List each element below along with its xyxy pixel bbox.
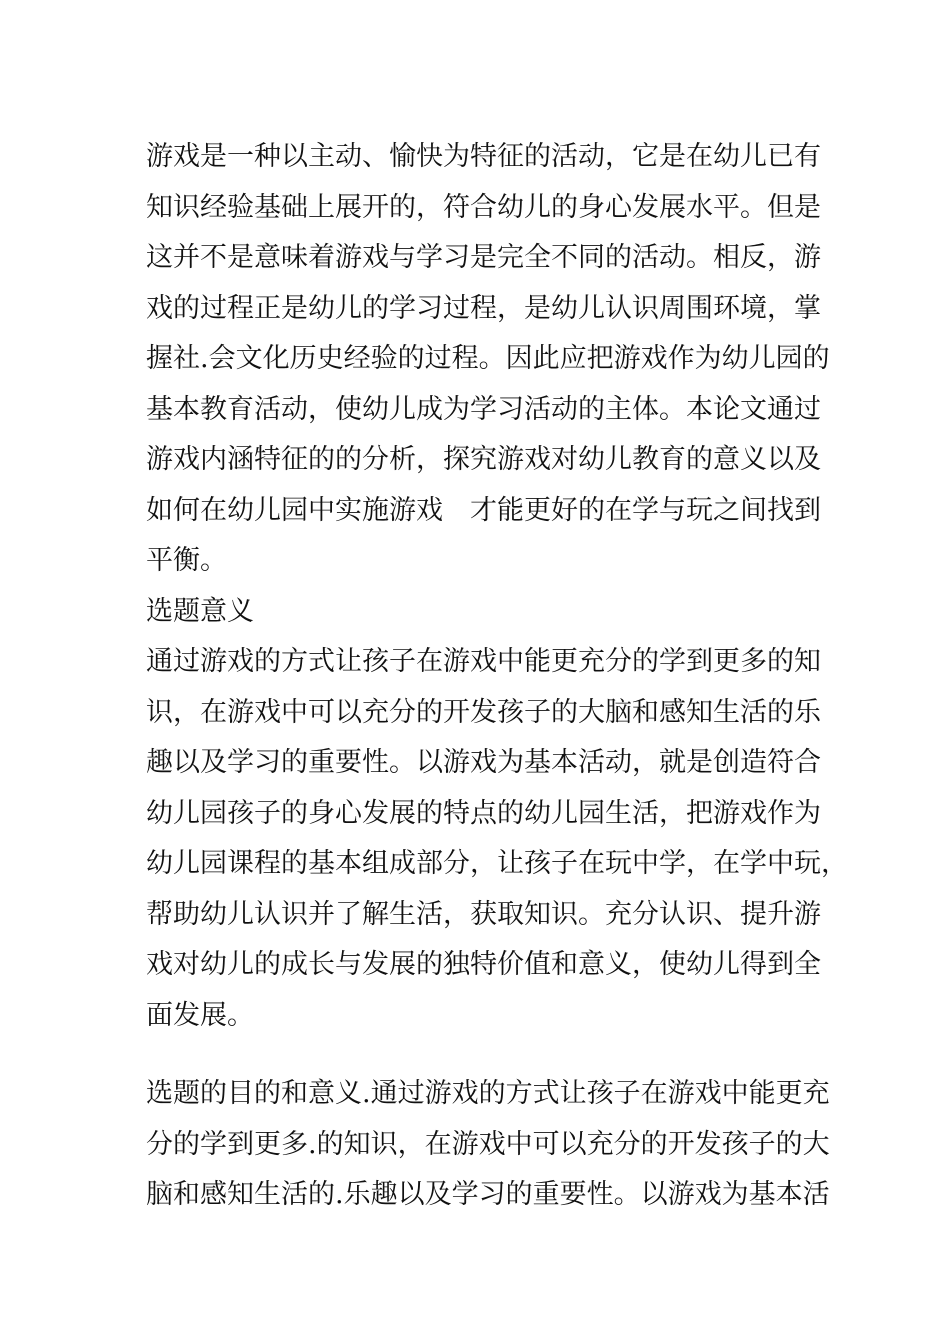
- text-line: 握社.会文化历史经验的过程。因此应把游戏作为幼儿园的: [146, 343, 830, 374]
- text-line: 戏的过程正是幼儿的学习过程，是幼儿认识周围环境，掌: [146, 292, 821, 324]
- text-line: 基本教育活动，使幼儿成为学习活动的主体。本论文通过: [146, 393, 821, 425]
- intro-paragraph: [146, 132, 830, 587]
- text-line: 分的学到更多.的知识，在游戏中可以充分的开发孩子的大: [146, 1128, 830, 1160]
- text-line: 幼儿园孩子的身心发展的特点的幼儿园生活，把游戏作为: [146, 797, 821, 829]
- text-line: 平衡。: [146, 545, 227, 576]
- text-line: 知识经验基础上展开的，符合幼儿的身心发展水平。但是: [146, 191, 821, 223]
- text-line: 这并不是意味着游戏与学习是完全不同的活动。相反，游: [146, 242, 821, 273]
- document-body: [146, 132, 848, 1221]
- text-line: 通过游戏的方式让孩子在游戏中能更充分的学到更多的知: [146, 646, 821, 677]
- text-line: 幼儿园课程的基本组成部分，让孩子在玩中学，在学中玩，: [146, 848, 848, 879]
- text-line: 游戏是一种以主动、愉快为特征的活动，它是在幼儿已有: [146, 141, 821, 172]
- text-line: 选题的目的和意义.通过游戏的方式让孩子在游戏中能更充: [146, 1078, 830, 1109]
- text-line: 帮助幼儿认识并了解生活，获取知识。充分认识、提升游: [146, 898, 821, 930]
- paragraph-spacer: [146, 1041, 826, 1069]
- text-line: 如何在幼儿园中实施游戏 才能更好的在学与玩之间找到: [146, 494, 821, 526]
- text-line: 戏对幼儿的成长与发展的独特价值和意义，使幼儿得到全: [146, 949, 821, 980]
- section-heading: 选题意义: [146, 595, 254, 627]
- text-line: 识，在游戏中可以充分的开发孩子的大脑和感知生活的乐: [146, 696, 821, 728]
- text-line: 面发展。: [146, 999, 254, 1031]
- text-line: 游戏内涵特征的的分析，探究游戏对幼儿教育的意义以及: [146, 444, 821, 475]
- purpose-paragraph: [146, 1069, 830, 1221]
- text-line: 脑和感知生活的.乐趣以及学习的重要性。以游戏为基本活: [146, 1179, 830, 1210]
- significance-paragraph: [146, 637, 848, 1041]
- text-line: 趣以及学习的重要性。以游戏为基本活动，就是创造符合: [146, 747, 821, 778]
